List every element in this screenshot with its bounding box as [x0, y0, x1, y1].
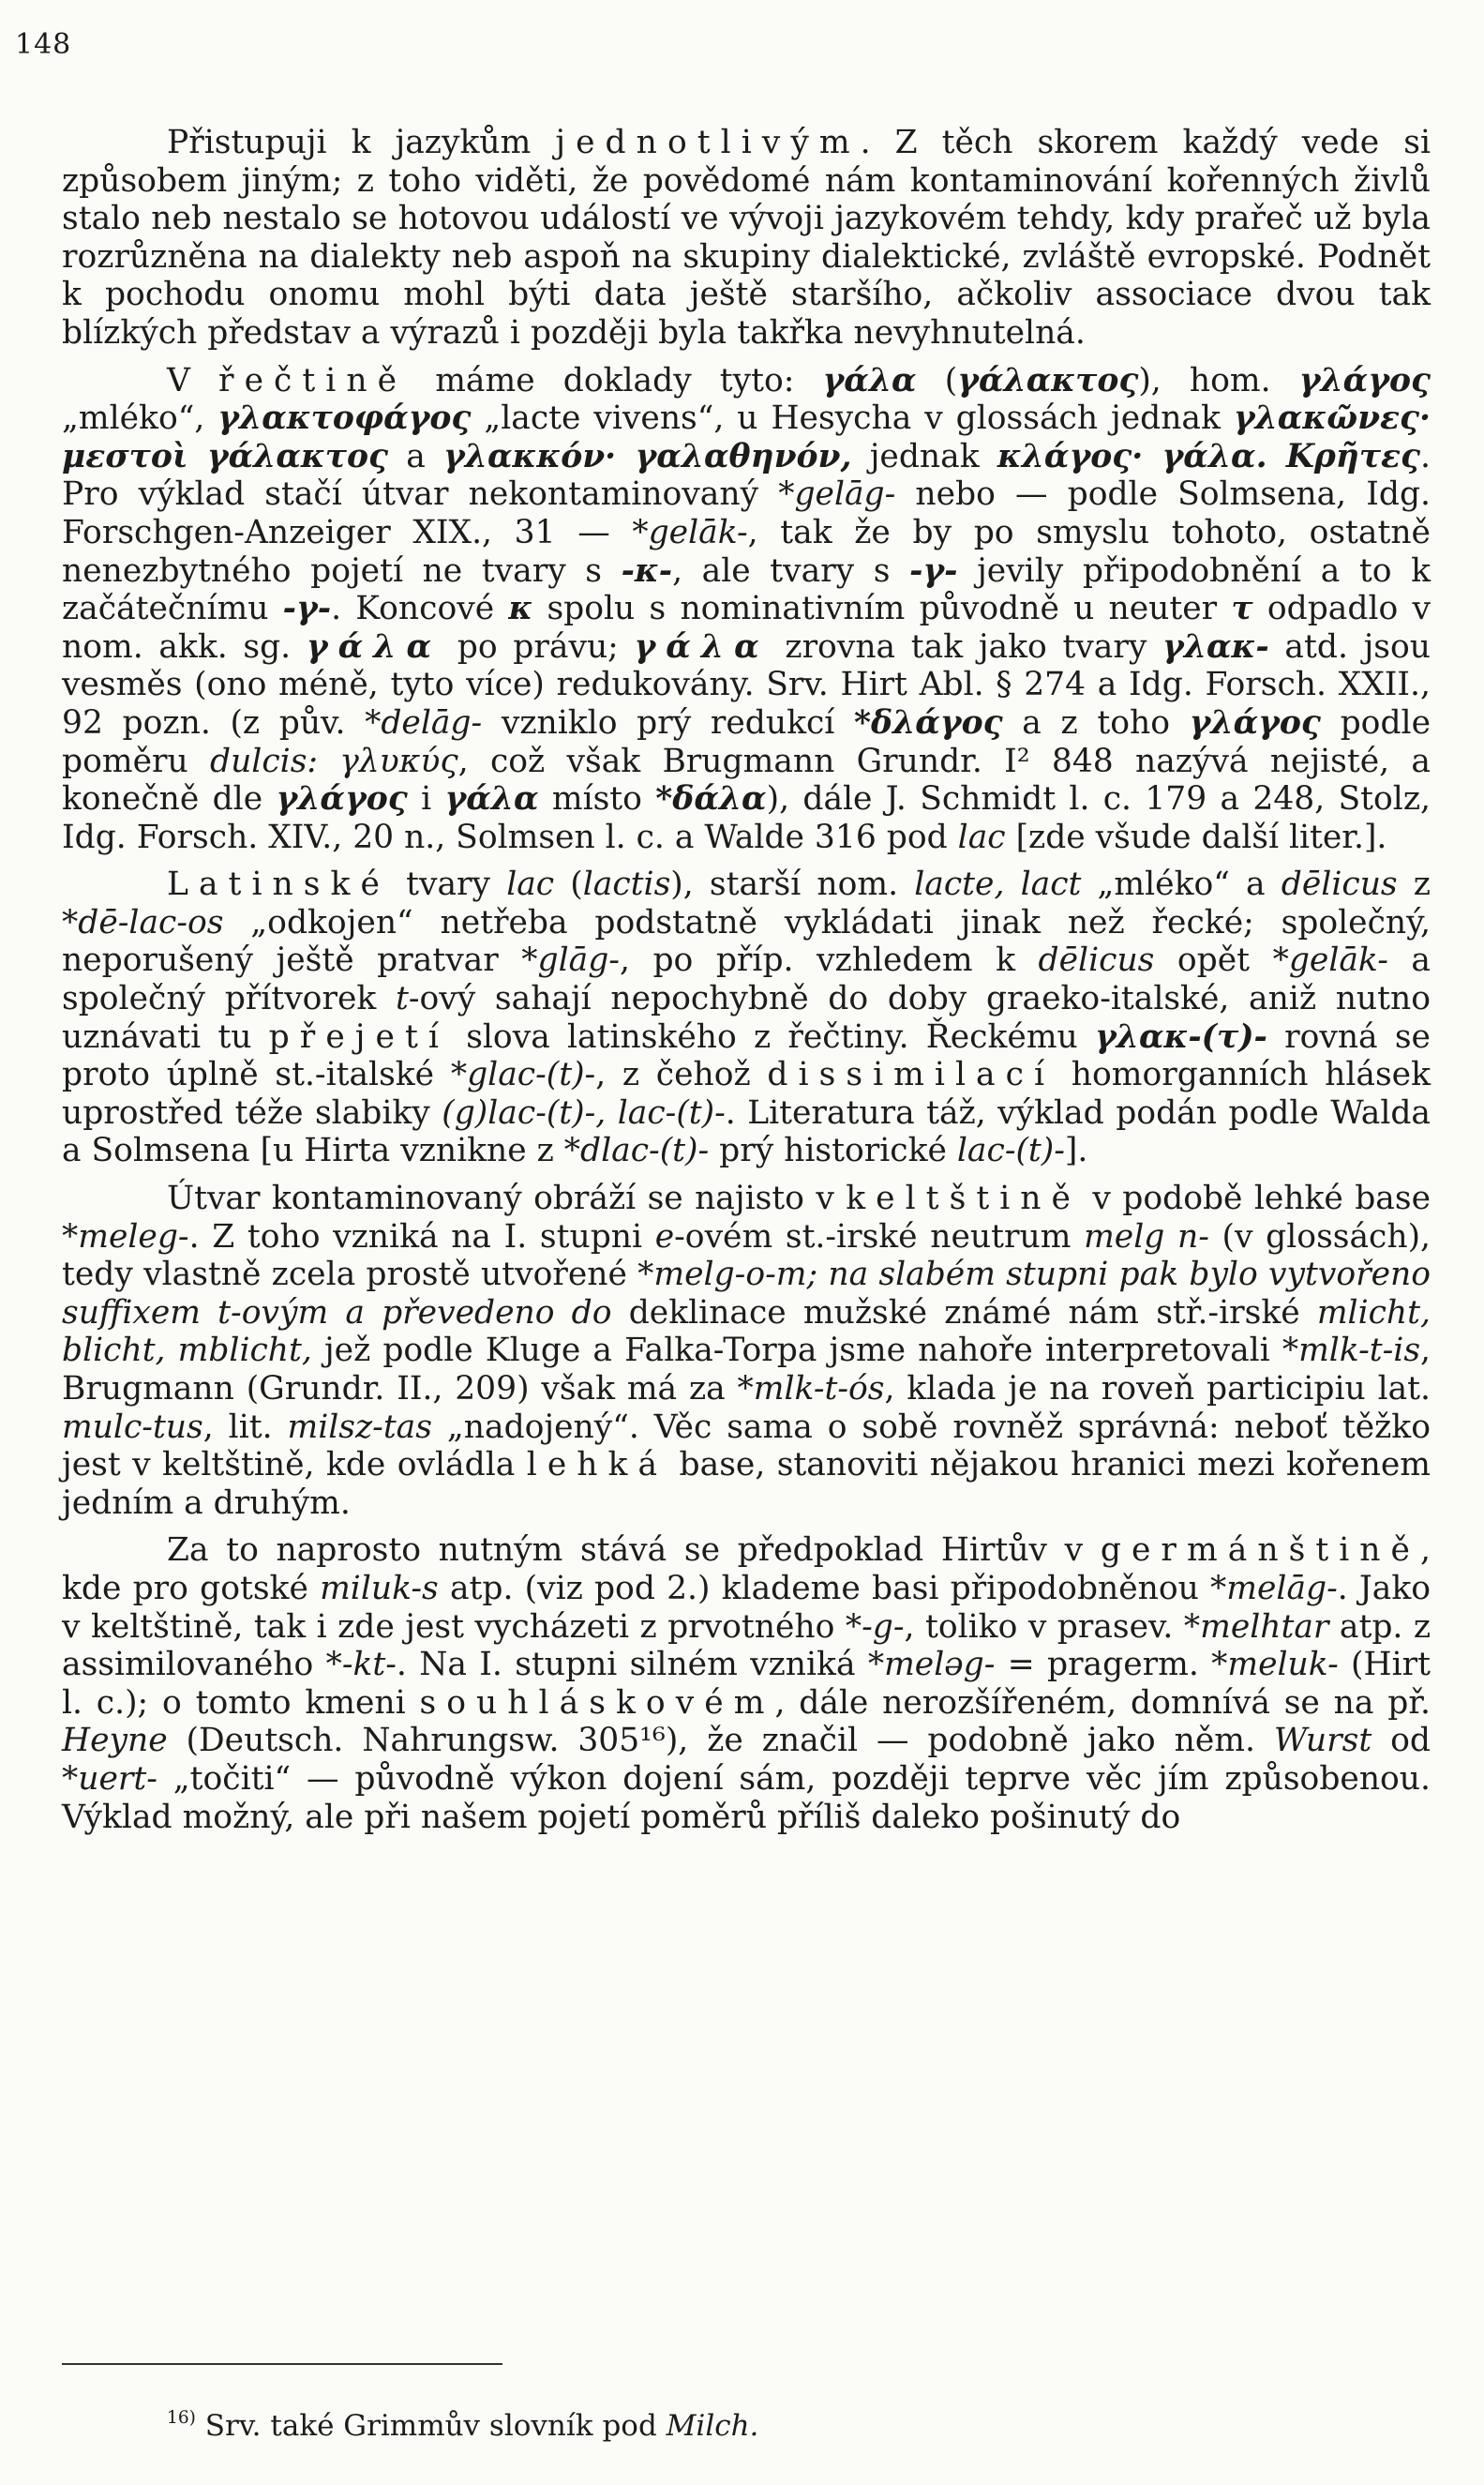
text-run: base, stanoviti nějakou hranici mezi kořenem jedním a druhým.: [62, 1446, 1431, 1522]
text-run: γλάγος: [1298, 361, 1431, 399]
footnote-marker: 16): [167, 2408, 196, 2428]
text-run: , klada je na roveň participiu lat.: [884, 1370, 1432, 1408]
text-run: , tak že by po smyslu tohoto, ostatně nenezbytného pojetí ne tvary s: [62, 513, 1431, 590]
text-run: lacte, lact: [914, 866, 1082, 904]
footnote-divider: [62, 2363, 502, 2365]
text-run: po právu;: [442, 627, 635, 666]
text-run: *meləg-: [867, 1646, 996, 1684]
text-run: v podobě lehké base: [1081, 1180, 1431, 1218]
text-run: opět: [1154, 941, 1273, 980]
text-run: τ: [1231, 590, 1253, 628]
text-run: , ale tvary s: [672, 551, 910, 590]
text-run: . Jako v keltštině, tak i zde jest vycházeti z prvotného: [62, 1569, 1431, 1646]
text-run: t: [395, 980, 409, 1018]
text-run: = pragerm.: [995, 1646, 1212, 1684]
text-run: lehká: [526, 1446, 668, 1484]
text-run: -κ-: [621, 551, 673, 590]
text-run: ), starší nom.: [670, 866, 915, 904]
paragraph: [62, 1180, 1431, 1522]
footnote: [167, 2408, 758, 2443]
text-run: prý historické: [709, 1132, 957, 1170]
text-run: γλάγος: [276, 780, 408, 819]
text-run: e: [654, 1217, 675, 1256]
paragraph: [62, 866, 1431, 1170]
text-run: [zde všude další liter.].: [1005, 818, 1387, 856]
text-run: deklinace mužské známé nám stř.-irské: [611, 1293, 1317, 1332]
paragraph: [62, 362, 1431, 857]
text-run: γλακ-: [1162, 627, 1269, 666]
text-run: . Koncové: [331, 590, 509, 628]
text-run: *glāg-: [521, 941, 620, 980]
text-run: *uert-: [62, 1759, 157, 1798]
text-run: a: [388, 437, 443, 475]
text-run: , dále nerozšířeném, domnívá se na př.: [774, 1683, 1431, 1722]
text-run: atd. jsou vesměs (ono méně, tyto více) redukovány. Srv. Hirt Abl. § 274 a Idg. Forsch. XXII., 92 pozn. (z pův.: [62, 627, 1431, 742]
text-run: jež podle Kluge a Falka-Torpa jsme nahoře interpretovali: [311, 1332, 1282, 1370]
text-run: V: [167, 361, 219, 399]
text-run: z: [1397, 866, 1431, 904]
text-run: *δάλα: [655, 780, 767, 819]
text-run: ].: [1064, 1132, 1088, 1170]
footnote-ref: Milch.: [666, 2409, 759, 2444]
text-run: podle poměru: [62, 703, 1431, 780]
text-run: -γ-: [909, 551, 958, 590]
text-run: *gelāk-: [632, 513, 748, 551]
text-run: spolu s nominativním původně u neuter: [532, 590, 1232, 628]
text-run: *-kt-: [325, 1646, 397, 1684]
text-run: *meleg-: [62, 1217, 189, 1256]
text-run: γλακτοφάγος: [217, 399, 472, 438]
text-run: homorganních hlásek uprostřed téže slabiky: [62, 1056, 1432, 1132]
footnote-text: Srv. také Grimmův slovník pod: [204, 2409, 667, 2444]
text-run: . Literatura táž, výklad podán podle Walda a Solmsena [u Hirta vznikne z: [62, 1093, 1432, 1170]
text-run: *melāg-: [1210, 1569, 1338, 1607]
text-run: *gelāk-: [1272, 941, 1388, 980]
text-run: germánštině: [1100, 1531, 1421, 1570]
text-run: dulcis: γλυκύς: [210, 742, 458, 780]
text-run: místo: [538, 780, 656, 819]
text-run: „odkojen“ netřeba podstatně vykládati jinak než řecké; společný, neporušený ještě pratvar: [62, 903, 1431, 980]
text-run: γλακῶνες· μεστοὶ γάλακτος: [62, 399, 1431, 475]
text-run: , kde pro gotské: [62, 1531, 1431, 1607]
text-run: keltštině: [846, 1180, 1082, 1218]
text-run: atp. z assimilovaného: [62, 1607, 1432, 1684]
text-run: přejetí: [268, 1017, 449, 1056]
text-run: , což však Brugmann Grundr. I² 848 nazývá nejisté, a konečně dle: [62, 742, 1431, 819]
text-run: tvary: [389, 866, 507, 904]
text-run: ), dále J. Schmidt l. c. 179 a 248, Stolz, Idg. Forsch. XIV., 20 n., Solmsen l. c. a Walde 316 pod: [62, 780, 1431, 856]
text-run: Latinské: [167, 866, 390, 904]
text-run: jevily připodobnění a to k začátečnímu: [62, 551, 1432, 628]
text-run: melg n-: [1084, 1217, 1209, 1256]
text-run: , z čehož: [595, 1056, 768, 1094]
text-run: , Brugmann (Grundr. II., 209) však má za: [62, 1332, 1431, 1408]
text-run: . Z těch skorem každý vede si způsobem jiným; z toho viděti, že povědomé nám kontaminování kořenných živlů stalo neb nestalo se hotovou událostí ve vývoji jazykovém tehdy, kdy prařeč už byla rozrůzněna na dialekty neb aspoň na skupiny dialektické, zvláště evropské. Podnět k pochodu onomu mohl býti data ještě staršího, ačkoliv associace dvou tak blízkých představ a výrazů i později byla takřka nevyhnutelná.: [62, 124, 1431, 352]
text-run: slova latinského z řečtiny. Řeckému: [448, 1017, 1095, 1056]
text-run: (: [916, 361, 958, 399]
text-run: *melg-o-m; na slabém stupni pak bylo vytvořeno suffixem t-ovým a převedeno do: [62, 1256, 1431, 1332]
text-run: *mlk-t-is: [1282, 1332, 1421, 1370]
text-run: Přistupuji k jazykům: [167, 124, 556, 161]
text-run: -γ-: [282, 590, 332, 628]
text-run: γάλα: [444, 780, 539, 819]
text-run: souhláskovém: [419, 1683, 775, 1722]
text-run: *-g-: [845, 1607, 905, 1646]
text-run: Heyne: [62, 1722, 168, 1760]
text-run: lac: [506, 866, 555, 904]
text-run: -ový sahají nepochybně do doby graeko-italské, aniž nutno uznávati tu: [62, 980, 1431, 1056]
text-run: lactis: [582, 866, 671, 904]
text-run: „nadojený“. Věc sama o sobě rovněž správná: neboť těžko jest v keltštině, kde ovládla: [62, 1408, 1431, 1484]
text-run: Útvar kontaminovaný obráží se najisto v: [167, 1180, 847, 1218]
text-run: . Z toho vzniká na I. stupni: [188, 1217, 655, 1256]
text-run: rovná se proto úplně st.-italské: [62, 1017, 1431, 1094]
text-run: i: [407, 780, 445, 819]
text-run: γάλα: [306, 627, 442, 666]
text-run: γλακ-(τ)-: [1094, 1017, 1267, 1056]
paragraph: [62, 1531, 1431, 1836]
text-run: od: [1372, 1722, 1431, 1760]
text-run: a společný přítvorek: [62, 941, 1431, 1018]
text-run: jednotlivým: [555, 124, 861, 161]
text-run: odpadlo v nom. akk. sg.: [62, 590, 1431, 666]
text-run: . Na I. stupni silném vzniká: [396, 1646, 868, 1684]
text-run: dēlicus: [1038, 941, 1155, 980]
paragraph: [62, 124, 1431, 353]
text-run: „mléko“ a: [1081, 866, 1282, 904]
text-run: miluk-s: [320, 1569, 439, 1607]
text-run: *meluk-: [1211, 1646, 1339, 1684]
text-run: . Pro výklad stačí útvar nekontaminovaný: [62, 437, 1432, 514]
text-run: mulc-tus: [62, 1408, 203, 1446]
text-run: *mlk-t-ós: [737, 1370, 885, 1408]
text-run: lac-(t)-: [956, 1132, 1065, 1170]
text-run: *δλάγος: [854, 703, 1003, 742]
text-run: řečtině: [218, 361, 408, 399]
text-run: vzniklo prý redukcí: [482, 703, 855, 742]
text-run: (: [554, 866, 583, 904]
text-run: lac: [957, 818, 1006, 856]
text-run: jednak: [851, 437, 997, 475]
text-run: , toliko v prasev.: [904, 1607, 1184, 1646]
text-run: , lit.: [202, 1408, 288, 1446]
text-run: *gelāg-: [778, 475, 896, 514]
text-run: a z toho: [1002, 703, 1190, 742]
text-run: , po příp. vzhledem k: [619, 941, 1039, 980]
body-text: [62, 124, 1431, 1845]
text-run: Wurst: [1273, 1722, 1372, 1760]
text-run: zrovna tak jako tvary: [769, 627, 1163, 666]
text-run: dēlicus: [1281, 866, 1398, 904]
text-run: *melhtar: [1183, 1607, 1329, 1646]
text-run: γάλα: [634, 627, 770, 666]
text-run: dissimilací: [767, 1056, 1056, 1094]
text-run: κλάγος· γάλα. Κρῆτες: [997, 437, 1421, 475]
text-run: (Hirt l. c.); o tomto kmeni: [62, 1646, 1431, 1722]
text-run: -ovém st.-irské neutrum: [674, 1217, 1085, 1256]
text-run: *dē-lac-os: [62, 903, 224, 941]
text-run: κ: [508, 590, 533, 628]
text-run: γλακκόν· γαλαθηνόν,: [443, 437, 852, 475]
text-run: γάλακτος: [957, 361, 1139, 399]
text-run: (g)lac-(t)-, lac-(t)-: [442, 1093, 726, 1132]
text-run: γάλα: [822, 361, 917, 399]
text-run: atp. (viz pod 2.) klademe basi připodobněnou: [438, 1569, 1211, 1607]
text-run: *dlac-(t)-: [563, 1132, 710, 1170]
text-run: mlicht, blicht, mblicht,: [62, 1293, 1431, 1370]
text-run: máme doklady tyto:: [407, 361, 823, 399]
page-number: 148: [15, 28, 72, 61]
text-run: „točiti“ — původně výkon dojení sám, později teprve věc jím způsobenou. Výklad možný, ale při našem pojetí poměrů příliš daleko pošinutý do: [62, 1759, 1431, 1836]
text-run: γλάγος: [1189, 703, 1321, 742]
text-run: „lacte vivens“, u Hesycha v glossách jednak: [471, 399, 1234, 438]
text-run: (Deutsch. Nahrungsw. 305¹⁶), že značil — podobně jako něm.: [167, 1722, 1274, 1760]
text-run: nebo — podle Solmsena, Idg. Forschgen-Anzeiger XIX., 31 —: [62, 475, 1432, 551]
text-run: *glac-(t)-: [450, 1056, 596, 1094]
text-run: „mléko“,: [62, 399, 218, 438]
text-run: ), hom.: [1138, 361, 1299, 399]
text-run: (v glossách), tedy vlastně zcela prostě utvořené: [62, 1217, 1432, 1294]
text-run: *delāg-: [365, 703, 483, 742]
text-run: Za to naprosto nutným stává se předpoklad Hirtův v: [167, 1531, 1101, 1570]
text-run: milsz-tas: [287, 1408, 432, 1446]
